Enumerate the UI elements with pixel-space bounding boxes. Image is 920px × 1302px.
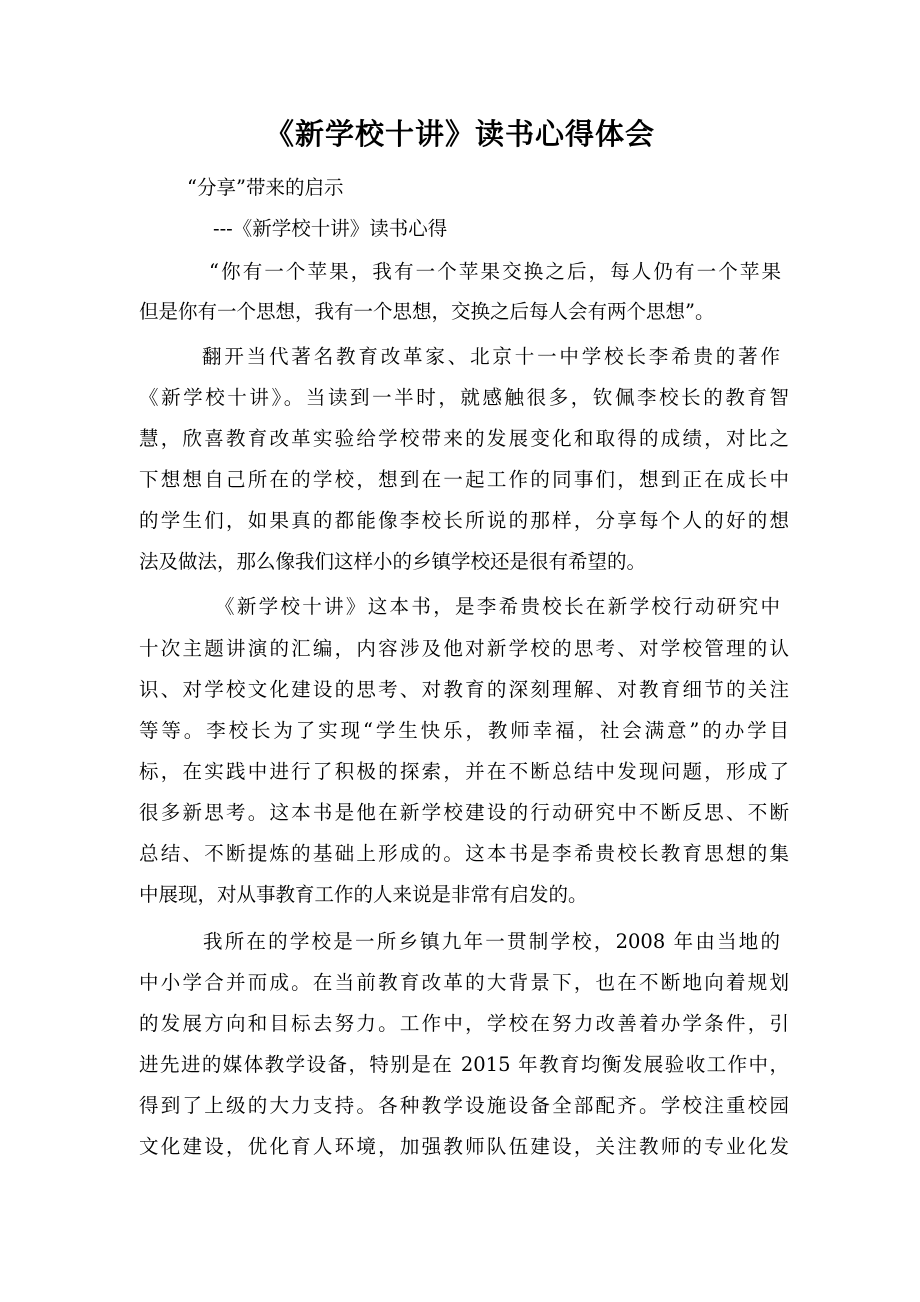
- text-line: 总结、不断提炼的基础上形成的。这本书是李希贵校长教育思想的集: [139, 842, 789, 865]
- text-line: “你有一个苹果，我有一个苹果交换之后，每人仍有一个苹果: [209, 260, 781, 283]
- text-line: 但是你有一个思想，我有一个思想，交换之后每人会有两个思想”。: [139, 300, 715, 323]
- text-line: 等等。李校长为了实现“学生快乐，教师幸福，社会满意”的办学目: [139, 719, 789, 742]
- text-line: 标，在实践中进行了积极的探索，并在不断总结中发现问题，形成了: [139, 760, 789, 783]
- text-line: 《新学校十讲》这本书，是李希贵校长在新学校行动研究中: [215, 595, 780, 618]
- text-line: 翻开当代著名教育改革家、北京十一中学校长李希贵的著作: [202, 345, 780, 368]
- text-line: 文化建设，优化育人环境，加强教师队伍建设，关注教师的专业化发: [139, 1135, 789, 1158]
- text-line: 十次主题讲演的汇编，内容涉及他对新学校的思考、对学校管理的认: [139, 637, 789, 660]
- text-line: 《新学校十讲》。当读到一半时，就感触很多，钦佩李校长的教育智: [139, 386, 789, 409]
- text-line: 很多新思考。这本书是他在新学校建设的行动研究中不断反思、不断: [139, 801, 789, 824]
- text-line: 法及做法，那么像我们这样小的乡镇学校还是很有希望的。: [139, 550, 647, 573]
- subtitle: “分享”带来的启示: [187, 176, 344, 199]
- text-line: 中小学合并而成。在当前教育改革的大背景下，也在不断地向着规划: [139, 971, 789, 994]
- text-line: 的发展方向和目标去努力。工作中，学校在努力改善着办学条件，引: [139, 1012, 789, 1035]
- text-line: 进先进的媒体教学设备，特别是在 2015 年教育均衡发展验收工作中，: [139, 1053, 789, 1076]
- byline: ---《新学校十讲》读书心得: [213, 217, 448, 240]
- text-line: 慧，欣喜教育改革实验给学校带来的发展变化和取得的成绩，对比之: [139, 427, 789, 450]
- text-line: 下想想自己所在的学校，想到在一起工作的同事们，想到正在成长中: [139, 468, 789, 491]
- text-line: 识、对学校文化建设的思考、对教育的深刻理解、对教育细节的关注: [139, 678, 789, 701]
- text-line: 中展现，对从事教育工作的人来说是非常有启发的。: [139, 883, 588, 906]
- text-line: 我所在的学校是一所乡镇九年一贯制学校，2008 年由当地的: [203, 930, 780, 953]
- text-line: 得到了上级的大力支持。各种教学设施设备全部配齐。学校注重校园: [139, 1094, 789, 1117]
- text-line: 的学生们，如果真的都能像李校长所说的那样，分享每个人的好的想: [139, 509, 789, 532]
- document-title: 《新学校十讲》读书心得体会: [264, 117, 655, 151]
